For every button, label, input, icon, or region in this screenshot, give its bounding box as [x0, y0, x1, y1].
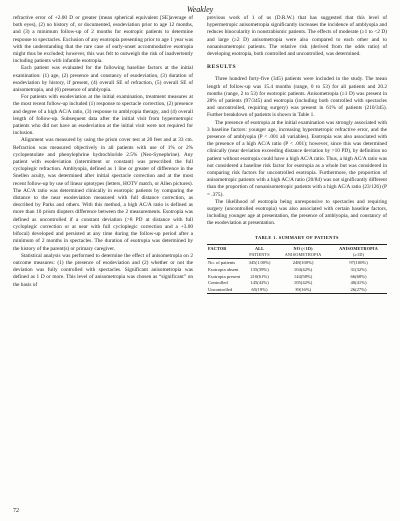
table-cell: 210(61%) [250, 273, 269, 279]
paragraph: Each patient was evaluated for the following baseline factors at the initial examination: (1) age, (2) presence and constancy of esodeviation, (3) duration of esodeviation by history, if present, (4) overall SE of refraction, (5) overall SE of anisometropia, and (6) presence of amblyopia. [13, 65, 193, 94]
table-cell: Uncontrolled [207, 287, 243, 294]
table-cell: 31(32%) [350, 266, 367, 272]
paragraph: The presence of esotropia at the initial examination was strongly associated with 3 baseline factors: younger age, increasing hypermetropic refractive error, and the presence of amblyopia (P < .001 all variables). Esotropia was also associated with the presence of a high AC/A ratio (P < .001); however, since this was determined clinically (near deviation exceeding distance deviation by >10 PD), by definition no patient without esotropia could have a high AC/A ratio. Thus, a high AC/A ratio was not considered a baseline risk factor for esotropia as a whole but was considered in comparing risk factors for uncontrolled esotropia. Furthermore, the proportion of anisometropic patients with a high AC/A ratio (20/84) was not significantly different than the proportion of nonanisometropic patients with a high AC/A ratio (23/126) (P = .375). [207, 119, 387, 198]
col-header-aniso: ANISOMETROPIA (≥1D) [330, 244, 387, 259]
results-heading: RESULTS [207, 64, 237, 71]
table-cell: 144(58%) [293, 273, 313, 279]
table-cell: Esotropia absent [208, 266, 239, 272]
table-cell: 97(100%) [349, 259, 368, 265]
running-head: Weakley [186, 5, 214, 14]
col-header-no-aniso: NO (<1D) ANISOMETROPIA [276, 244, 330, 259]
table-title: TABLE 1. SUMMARY OF PATIENTS [255, 234, 339, 240]
paragraph: Alignment was measured by using the prism cover test at 20 feet and at 33 cm. Refraction was measured objectively in all patients with use of 1% or 2% cyclopentolate and phenylephrine hydrochloride 2.5% (Neo-Synephrine). Any patient with esodeviation (intermittent or constant) was prescribed the full cycloplegic refraction. Amblyopia, defined as 1 line or greater of difference in the Snellen acuity, was determined after initial spectacle correction and at the most recent follow-up by use of linear optotypes (letters, HOTV match, or Allen pictures). The AC/A ratio was determined clinically in esotropic patients by comparing the distance to the near esodeviation measured with full distance correction, as described by Parks and others. With this method, a high AC/A ratio is defined as more than 10 prism diopters difference between the 2 measurements. Esotropia was defined as uncontrolled if a constant deviation (>8 PD at distance with full cycloplegic correction or at near with full cycloplegic correction and a +3.00 bifocal) developed and persisted at any time during the follow-up period after a minimum of 2 months in spectacles. The duration of esotropia was determined by the history of the parent(s) or primary caregiver. [13, 137, 193, 252]
paragraph: The likelihood of esotropia being unresponsive to spectacles and requiring surgery (uncontrolled esotropia) was also associated with certain baseline factors, including younger age at presentation, the presence of amblyopia, and constancy of the esodeviation at presentation. [207, 198, 387, 227]
paragraph: For patients with esodeviation at the initial examination, treatment measures at the most recent follow-up included (1) response to spectacle correction, (2) presence and degree of a high AC/A ratio, (3) response to amblyopia therapy, and (4) overall length of follow-up. Subsequent data after the initial visit from hypermetropic patients who did not have an esodeviation at the initial visit were not required for inclusion. [13, 94, 193, 137]
paragraph: Statistical analysis was performed to determine the effect of anisometropia on 2 outcome measures: (1) the presence of esodeviation and (2) whether or not the deviation was fully controlled with spectacles. Significant anisometropia was defined as 1 D or more. This level of anisometropia was chosen as “significant” on the basis of [13, 252, 193, 288]
table-cell: 105(42%) [293, 280, 313, 286]
table-cell: 26(27%) [330, 287, 387, 294]
table-row [207, 266, 387, 273]
page-number: 72 [13, 508, 19, 514]
table-cell: 104(42%) [293, 266, 313, 272]
table-cell: 135(39%) [250, 266, 269, 272]
table-header-row [207, 244, 387, 259]
table-cell: No. of patients [208, 259, 236, 265]
paragraph: refractive error of +2.00 D or greater (mean spherical equivalent [SE]average of both eyes), (2) no history of, or documented, esodeviation prior to age 12 months, and (3) a minimum follow-up of 2 months for esotropic patients to determine response to spectacles. Exclusion of any esotropia presenting prior to age 1 year was with the understanding that the rare case of early-onset accommodative esotropia might thus be excluded; however, this was felt to outweigh the risk of inadvertently including patients with infantile esotropia. [13, 15, 193, 65]
table-cell: 39(16%) [276, 287, 330, 294]
paragraph: Three hundred forty-five (345) patients were included in the study. The mean length of follow-up was 15.4 months (range, 0 to 53) for all patients and 20.2 months (range, 2 to 53) for esotropic patients. Anisometropia (≥1 D) was present in 28% of patients (97/345) and esotropia (including both controlled with spectacles and uncontrolled, requiring surgery) was present in 61% of patients (210/345). Further breakdown of patients is shown in Table 1. [207, 76, 387, 119]
table-cell: Esotropia present [208, 273, 241, 279]
table-row [207, 287, 387, 294]
summary-table-block [207, 234, 387, 295]
table-cell: 66(68%) [350, 273, 367, 279]
right-column [207, 15, 387, 294]
table-row [207, 273, 387, 280]
col-header-all: ALL PATIENTS [243, 244, 276, 259]
table-cell: 345(1.00%) [248, 259, 271, 265]
table-cell: Controlled [208, 280, 228, 286]
table-cell: 248(100%) [292, 259, 314, 265]
paragraph: previous work of 1 of us (D.R.W.) that has suggested that this level of hypermetropic anisometropia significantly increases the incidence of amblyopia and reduces binocularity in nonstrabismic patients. The effects of moderate (≥1 to <2 D) and large (≥2 D) anisometropia were also compared to each other and to nonanisometropic patients. The relative risk (derived from the odds ratio) of developing esotropia, both controlled and uncontrolled, was determined. [207, 15, 387, 58]
table-row [207, 259, 387, 266]
table-cell: 145(42%) [250, 280, 269, 286]
left-column [13, 15, 193, 289]
table-cell: 65(19%) [243, 287, 276, 294]
col-header-factor: FACTOR [207, 244, 243, 259]
summary-table [207, 244, 387, 295]
table-row [207, 280, 387, 287]
table-cell: 40(41%) [350, 280, 367, 286]
